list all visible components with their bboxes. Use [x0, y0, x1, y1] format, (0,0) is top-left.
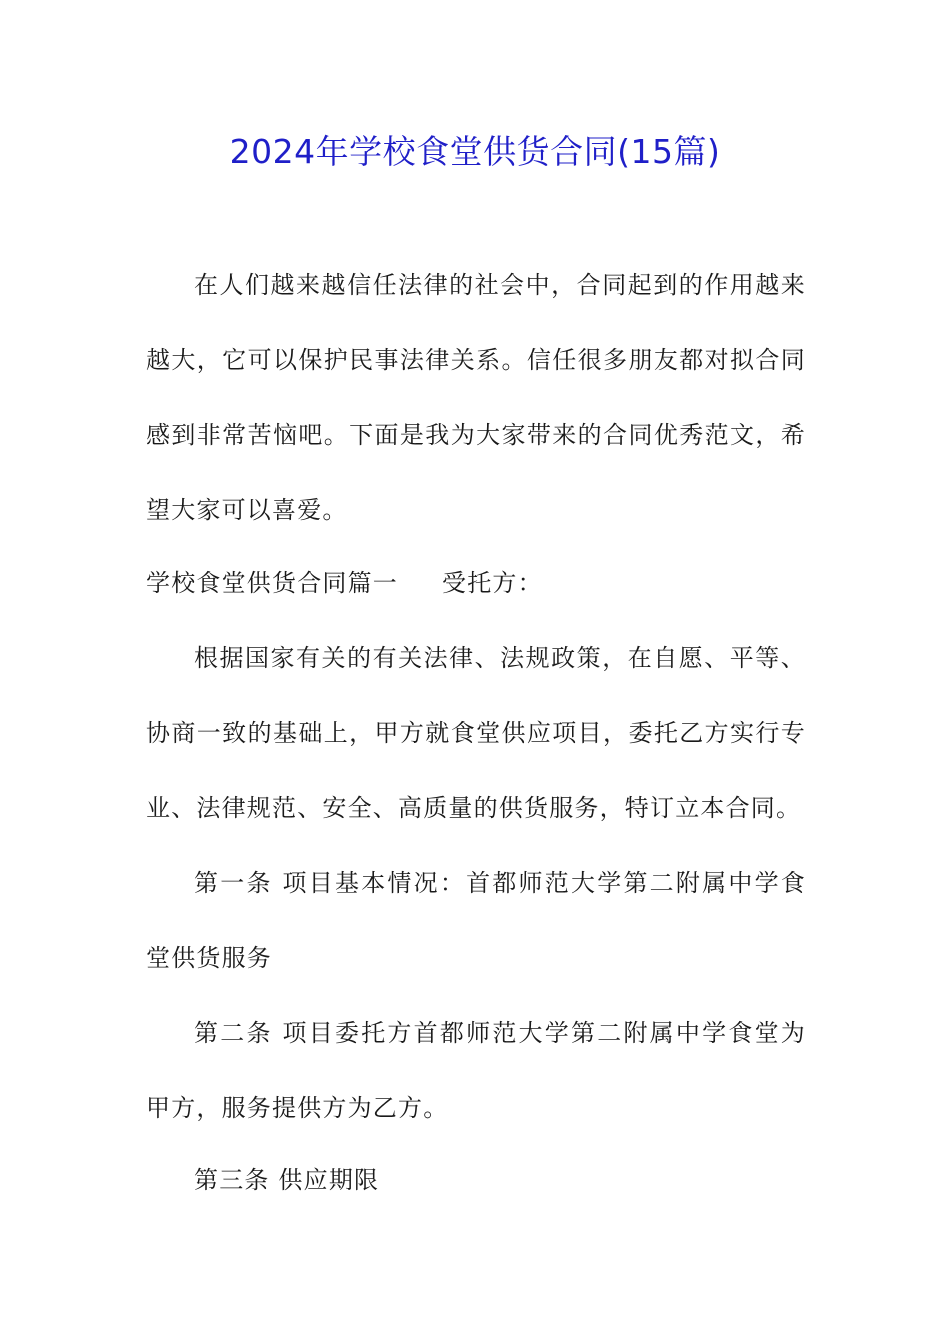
section-heading-title: 学校食堂供货合同篇一 — [146, 569, 398, 597]
document-title: 2024年学校食堂供货合同(15篇) — [229, 132, 721, 171]
article-2: 第二条 项目委托方首都师范大学第二附属中学食堂为甲方，服务提供方为乙方。 — [146, 1019, 806, 1122]
section-heading-party: 受托方： — [442, 569, 543, 597]
section-heading — [146, 546, 543, 621]
article-3: 第三条 供应期限 — [194, 1166, 380, 1194]
intro-paragraph: 在人们越来越信任法律的社会中，合同起到的作用越来越大，它可以保护民事法律关系。信任很多朋友都对拟合同感到非常苦恼吧。下面是我为大家带来的合同优秀范文，希望大家可以喜爱。 — [146, 271, 806, 524]
article-1: 第一条 项目基本情况：首都师范大学第二附属中学食堂供货服务 — [146, 869, 806, 972]
paragraph-basis: 根据国家有关的有关法律、法规政策，在自愿、平等、协商一致的基础上，甲方就食堂供应项目，委托乙方实行专业、法律规范、安全、高质量的供货服务，特订立本合同。 — [146, 644, 806, 822]
